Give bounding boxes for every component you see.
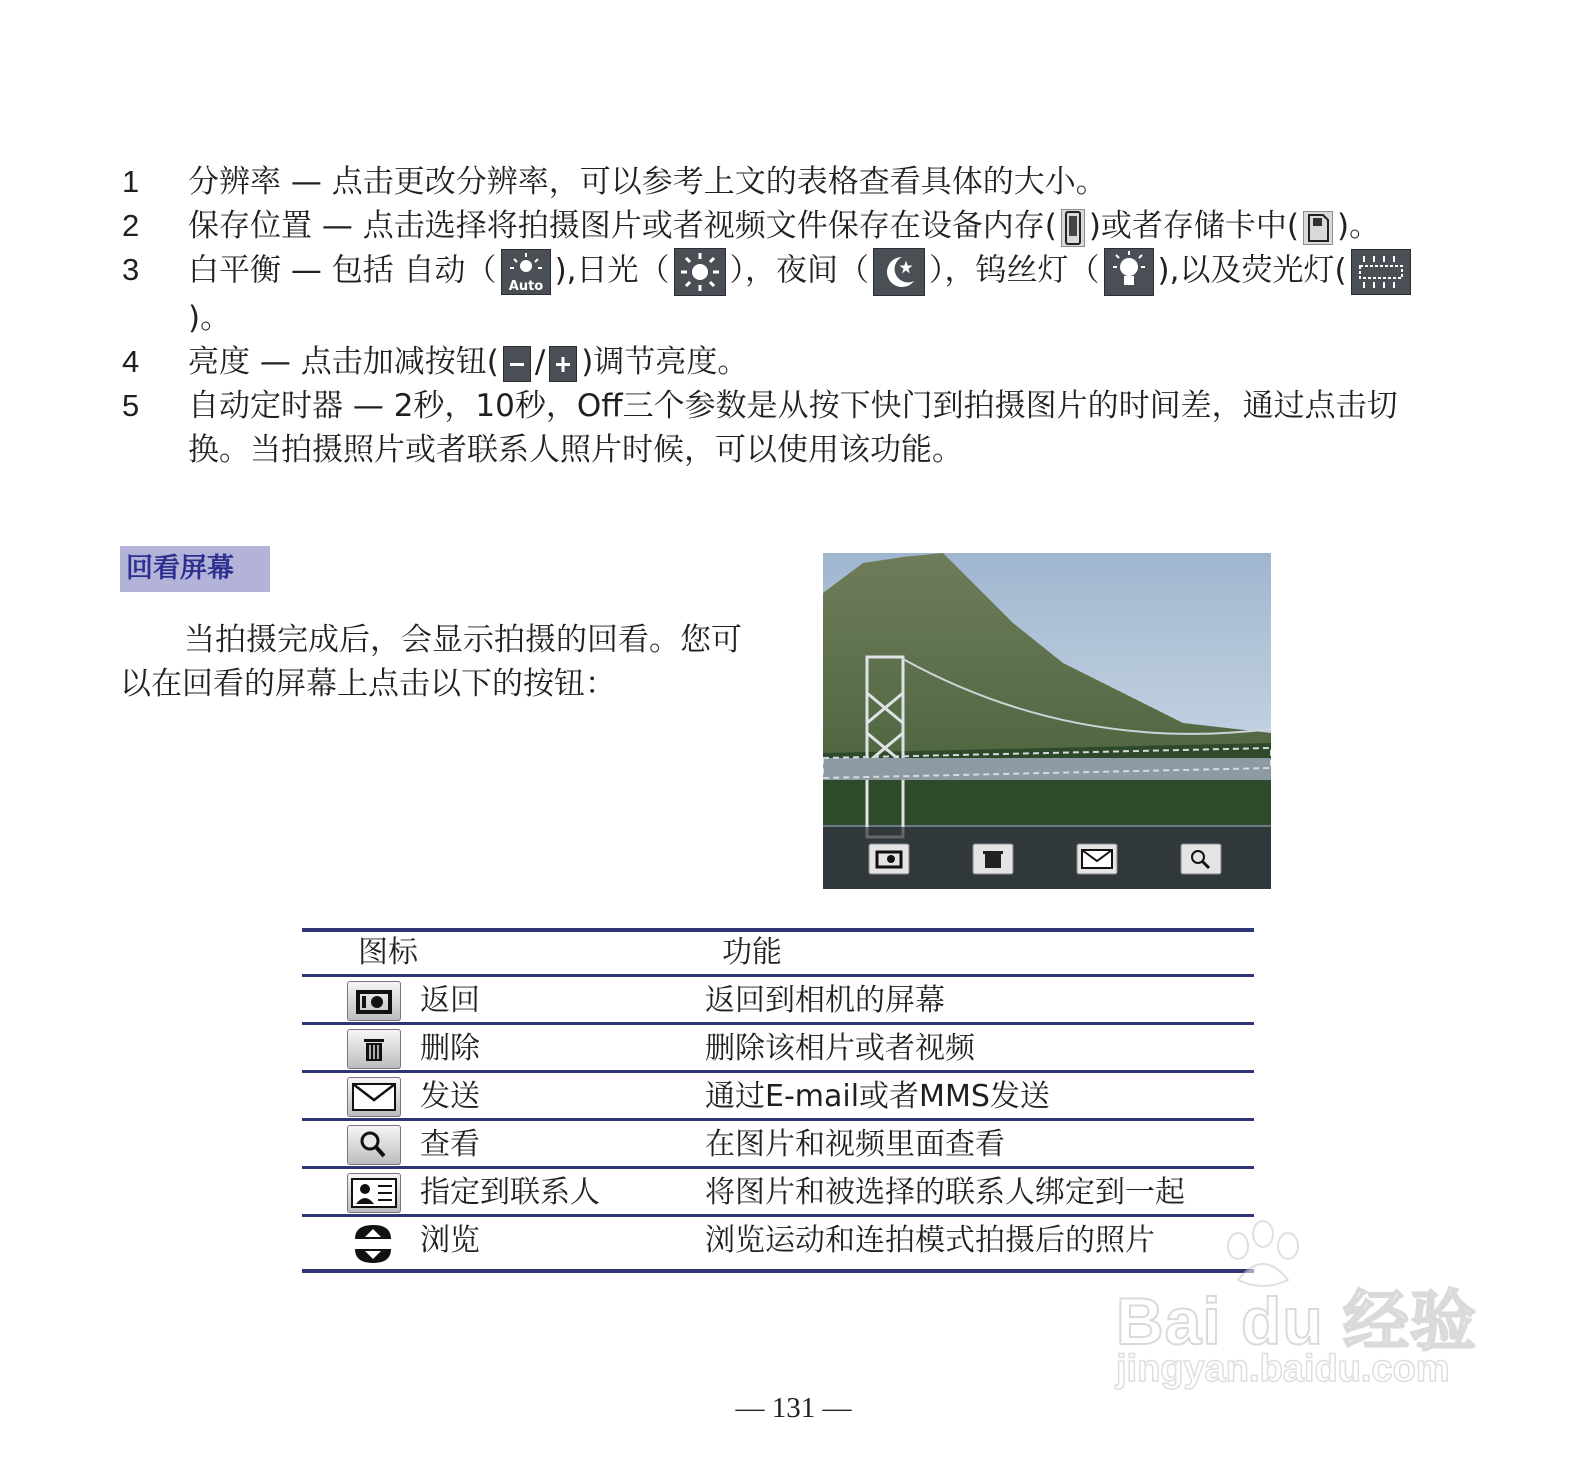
text-segment: )或者存储卡中( [1088,208,1300,244]
row-name: 查看 [420,1127,480,1162]
trash-icon [347,1029,401,1069]
icon-cell [347,1221,401,1267]
list-number: 5 [122,388,140,423]
page-number: — 131 — [735,1392,852,1424]
minus-icon [503,346,531,382]
table-row [302,1025,1254,1073]
row-name: 返回 [420,983,480,1018]
list-text: 分辨率 — 点击更改分辨率，可以参考上文的表格查看具体的大小。 [188,164,1107,200]
text-segment: ），钨丝灯（ [929,252,1100,289]
row-function: 将图片和被选择的联系人绑定到一起 [705,1175,1185,1210]
row-function: 浏览运动和连拍模式拍摄后的照片 [705,1223,1155,1258]
envelope-icon [347,1077,401,1117]
row-name: 发送 [420,1079,480,1114]
wb-daylight-icon [674,248,726,296]
list-item [118,340,1438,384]
watermark-logo: Bai du 经验 [1116,1284,1478,1358]
row-name: 浏览 [420,1223,480,1258]
icon-cell [347,981,401,1019]
numbered-list [118,160,1438,472]
text-segment: )调节亮度。 [581,344,749,380]
table-row [302,1121,1254,1169]
magnifier-icon [347,1125,401,1165]
list-text: 自动定时器 — 2秒，10秒，Off三个参数是从按下快门到拍摄图片的时间差，通过点击切换。当拍摄照片或者联系人照片时候，可以使用该功能。 [188,388,1398,468]
row-function: 通过E-mail或者MMS发送 [705,1079,1050,1114]
table-header [302,928,1254,977]
row-name: 删除 [420,1031,480,1066]
review-screen-photo [823,553,1271,889]
phone-memory-icon [1061,209,1085,247]
header-function: 功能 [722,935,782,970]
plus-icon [549,346,577,382]
list-item [118,384,1438,472]
icon-cell [347,1077,401,1115]
camera-icon [347,981,401,1021]
list-text [188,248,1438,340]
wb-tungsten-icon [1104,248,1154,296]
list-item [118,248,1438,340]
contact-card-icon [347,1173,401,1213]
row-name: 指定到联系人 [420,1175,600,1210]
table-row [302,977,1254,1025]
text-segment: 保存位置 — 点击选择将拍摄图片或者视频文件保存在设备内存( [188,208,1057,244]
list-number: 4 [122,344,140,379]
wb-auto-icon [501,249,551,295]
icon-cell [347,1029,401,1067]
row-function: 返回到相机的屏幕 [705,983,945,1018]
table-row [302,1073,1254,1121]
icon-cell [347,1125,401,1163]
header-icon: 图标 [358,935,418,970]
icon-cell [347,1173,401,1211]
row-function: 在图片和视频里面查看 [705,1127,1005,1162]
sd-card-icon [1303,211,1333,245]
wb-fluorescent-icon [1351,249,1411,295]
watermark-url: jingyan.baidu.com [1116,1348,1450,1390]
text-segment: ),日光（ [554,252,670,289]
baidu-watermark [1108,1220,1478,1400]
list-item [118,204,1438,248]
list-number: 3 [122,252,140,287]
text-segment: 白平衡 — 包括 自动（ [188,252,497,289]
list-number: 2 [122,208,140,243]
row-function: 删除该相片或者视频 [705,1031,975,1066]
list-number: 1 [122,164,140,199]
wb-auto-icon-label: Auto [508,279,543,294]
list-text [188,204,1438,248]
text-segment: ),以及荧光灯( [1157,252,1347,289]
wb-night-icon [873,248,925,296]
text-segment: 亮度 — 点击加减按钮( [188,344,499,380]
text-segment: ），夜间（ [729,252,870,289]
list-text [188,340,1438,384]
table-row [302,1169,1254,1217]
up-down-arrows-icon [347,1221,399,1267]
text-segment: )。 [1337,208,1381,244]
list-item [118,160,1438,204]
text-segment: )。 [188,300,232,336]
section-heading: 回看屏幕 [120,546,270,592]
text-segment: / [534,344,546,380]
section-paragraph: 当拍摄完成后，会显示拍摄的回看。您可以在回看的屏幕上点击以下的按钮： [120,622,742,702]
